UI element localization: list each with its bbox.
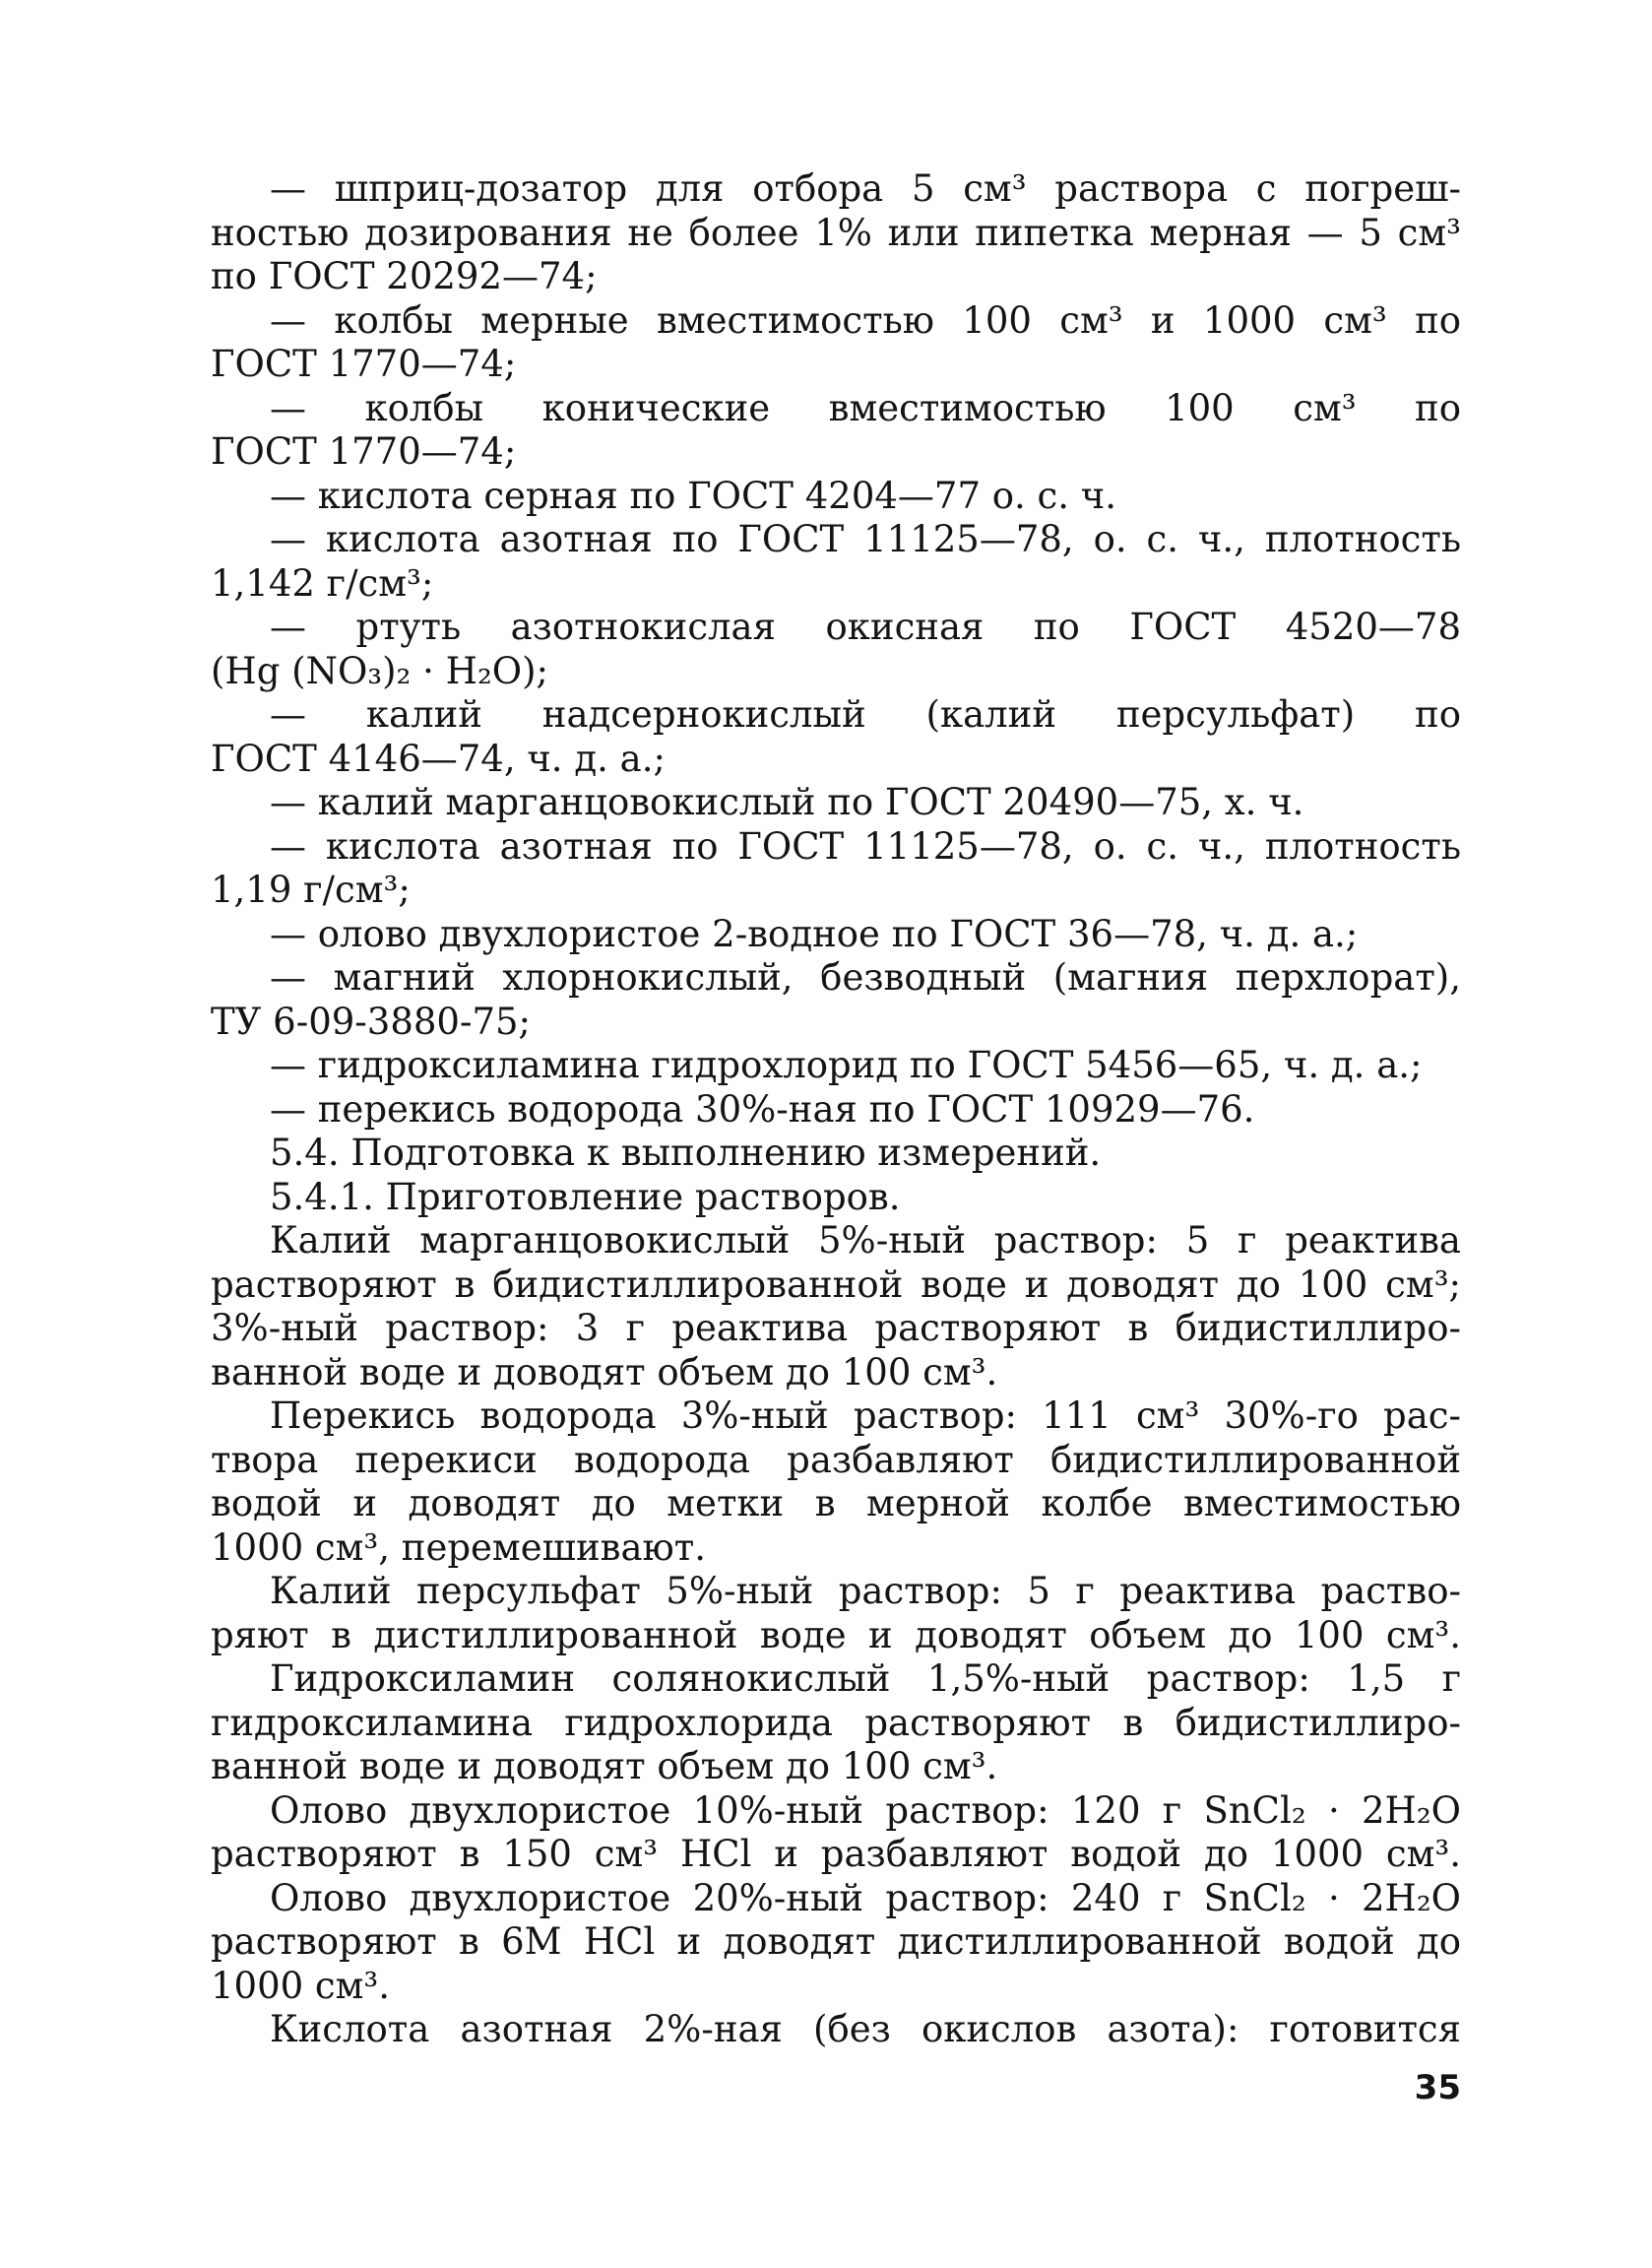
text-line: ряют в дистиллированной воде и доводят объем до 100 см³.: [211, 1613, 1461, 1656]
text-line: — калий марганцовокислый по ГОСТ 20490—75, х. ч.: [270, 781, 1304, 823]
text-line: ГОСТ 1770—74;: [211, 430, 517, 473]
text-line: 1000 см³, перемешивают.: [211, 1525, 706, 1569]
text-line: растворяют в 150 см³ HCl и разбавляют водой до 1000 см³.: [211, 1833, 1461, 1875]
text-line: — кислота азотная по ГОСТ 11125—78, о. с. ч., плотность: [270, 824, 1461, 868]
text-line: — олово двухлористое 2-водное по ГОСТ 36—78, ч. д. а.;: [270, 912, 1359, 955]
text-line: Олово двухлористое 20%-ный раствор: 240 г SnCl₂ · 2H₂O: [270, 1876, 1461, 1919]
text-line: ТУ 6-09-3880-75;: [211, 1000, 532, 1043]
text-line: — колбы мерные вместимостью 100 см³ и 1000 см³ по: [270, 298, 1461, 342]
page-number: 35: [1414, 2068, 1461, 2107]
text-line: — гидроксиламина гидрохлорид по ГОСТ 5456—65, ч. д. а.;: [270, 1044, 1423, 1086]
text-line: Калий марганцовокислый 5%-ный раствор: 5 г реактива: [270, 1219, 1461, 1262]
text-line: 1000 см³.: [211, 1964, 391, 2007]
text-line: водой и доводят до метки в мерной колбе вместимостью: [211, 1482, 1461, 1524]
text-line: ванной воде и доводят объем до 100 см³.: [211, 1350, 998, 1393]
text-line: — магний хлорнокислый, безводный (магния перхлорат),: [270, 956, 1461, 999]
text-line: Калий персульфат 5%-ный раствор: 5 г реактива раство-: [270, 1570, 1461, 1612]
text-line: — ртуть азотнокислая окисная по ГОСТ 4520—78: [270, 606, 1461, 648]
text-line: Гидроксиламин солянокислый 1,5%-ный раствор: 1,5 г: [270, 1657, 1461, 1700]
text-line: ванной воде и доводят объем до 100 см³.: [211, 1745, 998, 1787]
text-line: — шприц-дозатор для отбора 5 см³ раствора с погреш-: [270, 167, 1461, 210]
text-line: — перекись водорода 30%-ная по ГОСТ 10929—76.: [270, 1087, 1255, 1131]
document-body: [211, 167, 1461, 2052]
text-line: 1,19 г/см³;: [211, 869, 411, 911]
text-line: — кислота серная по ГОСТ 4204—77 о. с. ч.: [270, 474, 1117, 517]
text-line: гидроксиламина гидрохлорида растворяют в бидистиллиро-: [211, 1701, 1461, 1744]
text-line: — калий надсернокислый (калий персульфат) по: [270, 693, 1461, 736]
text-line: 5.4.1. Приготовление растворов.: [270, 1175, 901, 1218]
text-line: ГОСТ 1770—74;: [211, 343, 517, 385]
text-line: ностью дозирования не более 1% или пипетка мерная — 5 см³: [211, 211, 1461, 254]
text-line: Олово двухлористое 10%-ный раствор: 120 г SnCl₂ · 2H₂O: [270, 1788, 1461, 1832]
text-line: растворяют в бидистиллированной воде и доводят до 100 см³;: [211, 1263, 1461, 1306]
text-line: (Hg (NO₃)₂ · H₂O);: [211, 649, 549, 692]
text-line: 1,142 г/см³;: [211, 561, 434, 605]
text-line: — кислота азотная по ГОСТ 11125—78, о. с. ч., плотность: [270, 518, 1461, 560]
text-line: 5.4. Подготовка к выполнению измерений.: [270, 1132, 1102, 1174]
text-line: Кислота азотная 2%-ная (без окислов азота): готовится: [270, 2008, 1461, 2050]
text-line: ГОСТ 4146—74, ч. д. а.;: [211, 737, 666, 780]
text-line: — колбы конические вместимостью 100 см³ по: [270, 386, 1461, 429]
text-line: твора перекиси водорода разбавляют бидистиллированной: [211, 1438, 1461, 1481]
text-line: 3%-ный раствор: 3 г реактива растворяют в бидистиллиро-: [211, 1307, 1461, 1349]
text-line: Перекись водорода 3%-ный раствор: 111 см³ 30%-го рас-: [270, 1394, 1461, 1437]
text-line: растворяют в 6М HCl и доводят дистиллированной водой до: [211, 1920, 1461, 1963]
text-line: по ГОСТ 20292—74;: [211, 255, 598, 297]
